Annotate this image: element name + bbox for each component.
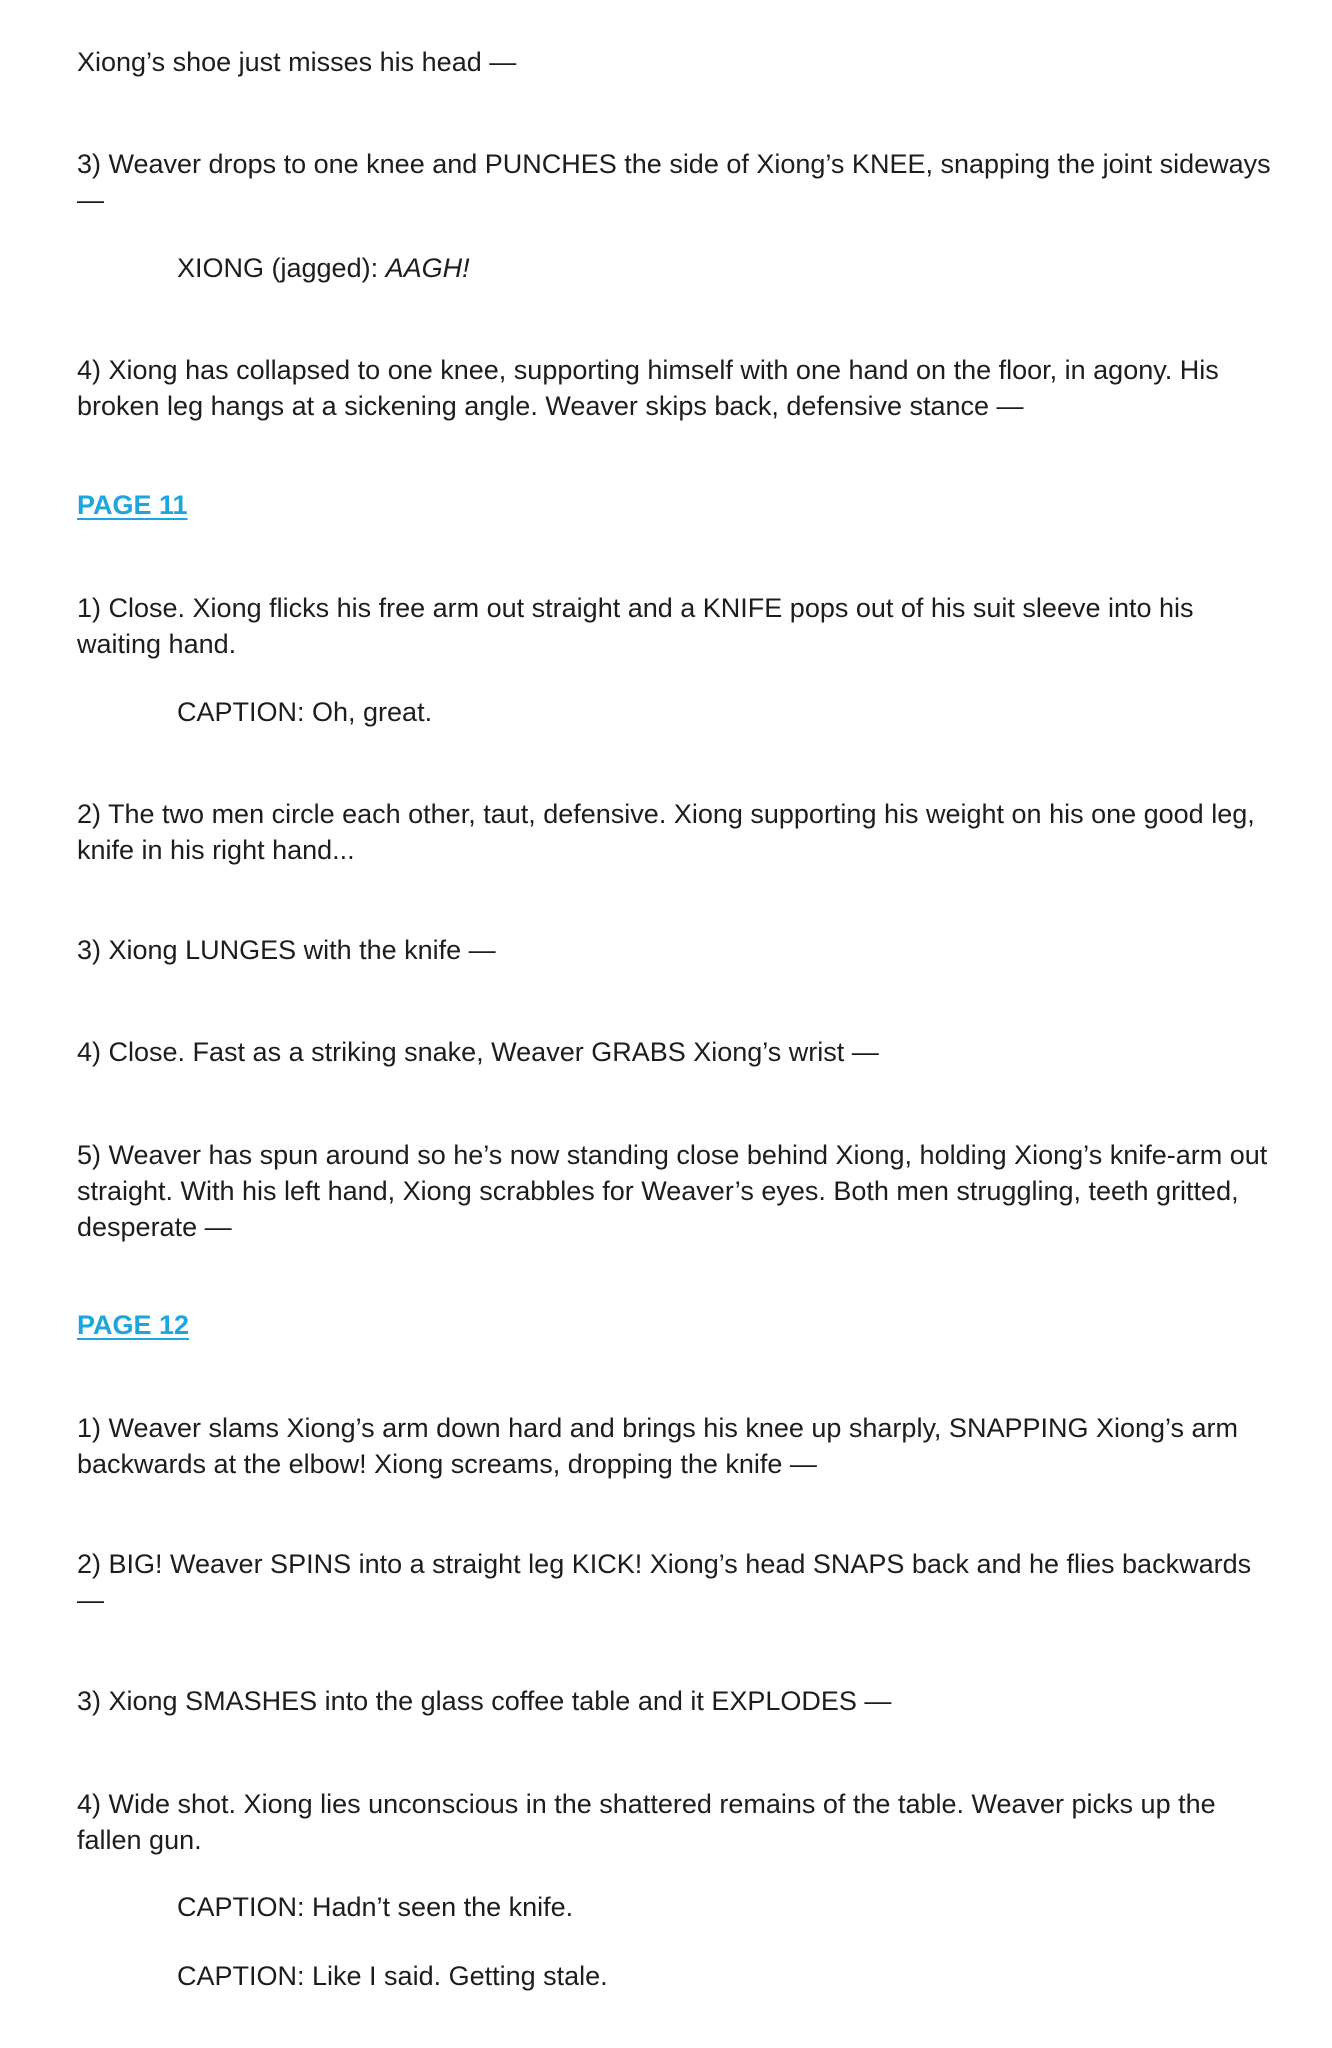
panel-description: 3) Xiong LUNGES with the knife — [77,935,496,965]
action-line: Xiong’s shoe just misses his head — [77,47,517,77]
panel-description: 4) Close. Fast as a striking snake, Weaver GRABS Xiong’s wrist — [77,1037,879,1067]
page-heading: PAGE 12 [77,1310,190,1340]
panel-description: 4) Xiong has collapsed to one knee, supporting himself with one hand on the floor, in agony. His broken leg hangs at a sickening angle. Weaver skips back, defensive stance — [77,355,1219,421]
dialogue-speaker: XIONG (jagged): [177,253,386,283]
caption-line: CAPTION: Oh, great. [177,697,433,727]
panel-description: 1) Weaver slams Xiong’s arm down hard and brings his knee up sharply, SNAPPING Xiong’s arm backwards at the elbow! Xiong screams, dropping the knife — [77,1413,1239,1479]
dialogue-line [177,250,1277,286]
caption-line: CAPTION: Hadn’t seen the knife. [177,1892,574,1922]
page-heading: PAGE 11 [77,490,188,520]
dialogue-text: AAGH! [385,253,470,283]
panel-description: 3) Xiong SMASHES into the glass coffee table and it EXPLODES — [77,1686,892,1716]
panel-description: 2) BIG! Weaver SPINS into a straight leg KICK! Xiong’s head SNAPS back and he flies backwards — [77,1549,1252,1615]
panel-description: 1) Close. Xiong flicks his free arm out straight and a KNIFE pops out of his suit sleeve into his waiting hand. [77,593,1194,659]
panel-description: 2) The two men circle each other, taut, defensive. Xiong supporting his weight on his one good leg, knife in his right hand... [77,799,1255,865]
panel-description: 4) Wide shot. Xiong lies unconscious in the shattered remains of the table. Weaver picks up the fallen gun. [77,1789,1216,1855]
caption-line: CAPTION: Like I said. Getting stale. [177,1961,608,1991]
panel-description: 5) Weaver has spun around so he’s now standing close behind Xiong, holding Xiong’s knife-arm out straight. With his left hand, Xiong scrabbles for Weaver’s eyes. Both men struggling, teeth gritted, desperate — [77,1140,1268,1242]
panel-description: 3) Weaver drops to one knee and PUNCHES the side of Xiong’s KNEE, snapping the joint sideways — [77,149,1271,215]
